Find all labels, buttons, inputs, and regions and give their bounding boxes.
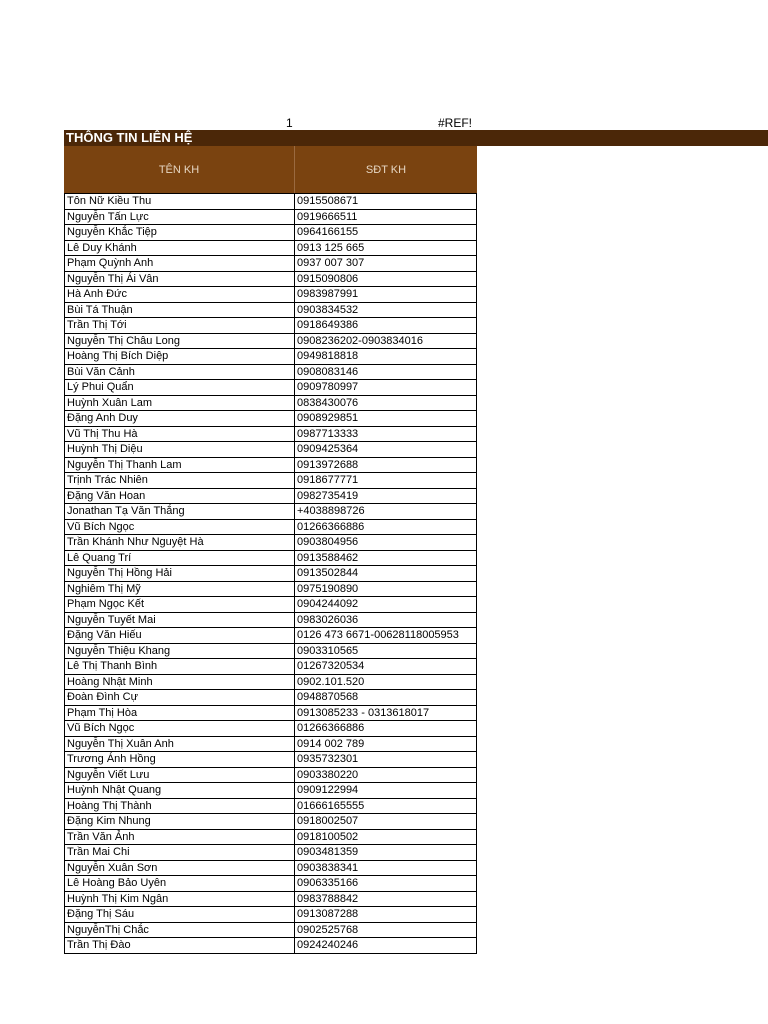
customer-phone-cell[interactable]: 0975190890	[297, 582, 359, 595]
table-row	[65, 783, 476, 799]
customer-phone-cell[interactable]: 0935732301	[297, 753, 359, 765]
table-row	[65, 768, 476, 784]
customer-name-cell[interactable]: NguyễnThị Chắc	[65, 923, 295, 938]
customer-name-cell[interactable]: Nghiêm Thị Mỹ	[65, 582, 295, 597]
table-row	[65, 659, 476, 675]
table-row	[65, 489, 476, 505]
customer-phone-cell[interactable]: 0915508671	[297, 195, 359, 207]
table-row	[65, 427, 476, 443]
customer-phone-cell[interactable]: 0903310565	[297, 644, 359, 657]
section-title: THÔNG TIN LIÊN HỆ	[66, 130, 193, 145]
customer-name-cell[interactable]: Huỳnh Nhật Quang	[65, 783, 295, 798]
table-row	[65, 876, 476, 892]
table-row	[65, 861, 476, 877]
table-row	[65, 396, 476, 412]
table-row	[65, 303, 476, 319]
table-row	[65, 194, 476, 210]
customer-name-cell[interactable]: Bùi Văn Cảnh	[65, 365, 295, 380]
customer-name-cell[interactable]: Huỳnh Thị Kim Ngân	[65, 892, 295, 907]
customer-name-cell[interactable]: Nguyễn Tấn Lực	[65, 210, 295, 225]
table-row	[65, 721, 476, 737]
customer-phone-cell[interactable]: 0913502844	[297, 567, 359, 579]
table-row	[65, 473, 476, 489]
customer-name-cell[interactable]: Lê Duy Khánh	[65, 241, 295, 256]
customer-name-cell[interactable]: Trịnh Trác Nhiên	[65, 473, 295, 488]
table-row	[65, 814, 476, 830]
customer-phone-cell[interactable]: 0903838341	[297, 861, 359, 874]
customer-phone-cell[interactable]: 0913588462	[297, 551, 359, 564]
table-row	[65, 706, 476, 722]
table-header-row	[64, 146, 477, 193]
customer-name-cell[interactable]: Trần Thị Đào	[65, 938, 295, 953]
customer-phone-cell[interactable]: 0913085233 - 0313618017	[297, 706, 430, 719]
table-row	[65, 535, 476, 551]
customer-phone-cell[interactable]: 0908236202-0903834016	[297, 334, 424, 347]
customer-phone-cell[interactable]: 0903834532	[297, 303, 359, 316]
customer-name-cell[interactable]: Đoàn Đình Cự	[65, 690, 295, 705]
table-row	[65, 799, 476, 815]
customer-name-cell[interactable]: Phạm Ngọc Kết	[65, 597, 295, 612]
customer-name-cell[interactable]: Huỳnh Thị Diệu	[65, 442, 295, 457]
customer-name-cell[interactable]: Bùi Tá Thuận	[65, 303, 295, 318]
customer-phone-cell[interactable]: 0918002507	[297, 815, 359, 827]
table-row	[65, 411, 476, 427]
table-row	[65, 737, 476, 753]
customer-name-cell[interactable]: Hoàng Thị Bích Diệp	[65, 349, 295, 364]
customer-name-cell[interactable]: Đặng Văn Hoan	[65, 489, 295, 504]
contact-table	[64, 146, 477, 954]
customer-phone-cell[interactable]: 0903380220	[297, 768, 359, 781]
customer-phone-cell[interactable]: 0987713333	[297, 427, 359, 440]
customer-phone-cell[interactable]: 0918649386	[297, 319, 359, 331]
customer-name-cell[interactable]: Trần Khánh Như Nguyệt Hà	[65, 535, 295, 550]
section-title-band	[64, 130, 768, 146]
customer-phone-cell[interactable]: 0937 007 307	[297, 257, 365, 269]
table-row	[65, 380, 476, 396]
customer-name-cell[interactable]: Vũ Thị Thu Hà	[65, 427, 295, 442]
customer-phone-cell[interactable]: 0983788842	[297, 892, 359, 905]
customer-name-cell[interactable]: Tôn Nữ Kiều Thu	[65, 194, 295, 209]
customer-phone-cell[interactable]: 0903804956	[297, 536, 359, 548]
table-row	[65, 442, 476, 458]
customer-phone-cell[interactable]: 0904244092	[297, 598, 359, 610]
customer-name-cell[interactable]: Nguyễn Thị Ái Vân	[65, 272, 295, 287]
customer-name-cell[interactable]: Nguyễn Viết Lưu	[65, 768, 295, 783]
customer-name-cell[interactable]: Lý Phui Quẩn	[65, 380, 295, 395]
table-row	[65, 225, 476, 241]
customer-phone-cell[interactable]: 0948870568	[297, 691, 359, 703]
table-row	[65, 752, 476, 768]
customer-name-cell[interactable]: Trần Văn Ảnh	[65, 830, 295, 845]
customer-phone-cell[interactable]: 0126 473 6671-00628118005953	[297, 629, 459, 641]
table-row	[65, 334, 476, 350]
customer-phone-cell[interactable]: 0918100502	[297, 830, 359, 843]
customer-name-cell[interactable]: Trần Mai Chi	[65, 845, 295, 860]
customer-name-cell[interactable]: Hoàng Thị Thành	[65, 799, 295, 814]
table-row	[65, 907, 476, 923]
customer-phone-cell[interactable]: 0913087288	[297, 908, 359, 920]
table-row	[65, 318, 476, 334]
customer-phone-cell[interactable]: +4038898726	[297, 505, 365, 517]
customer-phone-cell[interactable]: 0913972688	[297, 458, 359, 471]
customer-name-cell[interactable]: Phạm Quỳnh Anh	[65, 256, 295, 271]
table-body	[64, 193, 477, 954]
table-row	[65, 365, 476, 381]
table-row	[65, 923, 476, 939]
customer-phone-cell[interactable]: 01266366886	[297, 520, 365, 533]
customer-name-cell[interactable]: Hoàng Nhật Minh	[65, 675, 295, 690]
customer-name-cell[interactable]: Nguyễn Thị Châu Long	[65, 334, 295, 349]
customer-name-cell[interactable]: Nguyễn Xuân Sơn	[65, 861, 295, 876]
customer-name-cell[interactable]: Jonathan Tạ Văn Thắng	[65, 504, 295, 519]
table-row	[65, 551, 476, 567]
customer-phone-cell[interactable]: 0983026036	[297, 613, 359, 626]
table-row	[65, 210, 476, 226]
customer-name-cell[interactable]: Nguyễn Thị Hồng Hải	[65, 566, 295, 581]
customer-phone-cell[interactable]: 0914 002 789	[297, 737, 365, 750]
page-number: 1	[286, 116, 293, 130]
customer-phone-cell[interactable]: 01266366886	[297, 722, 365, 734]
column-header-name[interactable]: TÊN KH	[64, 146, 295, 193]
customer-phone-cell[interactable]: 01267320534	[297, 660, 365, 672]
customer-name-cell[interactable]: Đặng Kim Nhung	[65, 814, 295, 829]
table-row	[65, 830, 476, 846]
customer-name-cell[interactable]: Lê Hoàng Bảo Uyên	[65, 876, 295, 891]
table-row	[65, 938, 476, 954]
customer-phone-cell[interactable]: 0906335166	[297, 877, 359, 889]
table-row	[65, 582, 476, 598]
customer-phone-cell[interactable]: 0919666511	[297, 210, 358, 223]
customer-name-cell[interactable]: Lê Quang Trí	[65, 551, 295, 566]
table-row	[65, 520, 476, 536]
table-row	[65, 613, 476, 629]
table-row	[65, 504, 476, 520]
table-row	[65, 675, 476, 691]
customer-phone-cell[interactable]: 0902.101.520	[297, 675, 365, 688]
customer-name-cell[interactable]: Trần Thị Tới	[65, 318, 295, 333]
customer-phone-cell[interactable]: 0903481359	[297, 846, 359, 858]
table-row	[65, 845, 476, 861]
customer-name-cell[interactable]: Vũ Bích Ngọc	[65, 721, 295, 736]
customer-phone-cell[interactable]: 0838430076	[297, 396, 359, 409]
table-row	[65, 241, 476, 257]
customer-phone-cell[interactable]: 0909425364	[297, 443, 359, 455]
customer-phone-cell[interactable]: 0949818818	[297, 350, 359, 362]
customer-name-cell[interactable]: Nguyễn Thị Thanh Lam	[65, 458, 295, 473]
customer-phone-cell[interactable]: 0924240246	[297, 939, 359, 951]
table-row	[65, 272, 476, 288]
customer-phone-cell[interactable]: 0909122994	[297, 784, 359, 796]
customer-name-cell[interactable]: Đặng Văn Hiếu	[65, 628, 295, 643]
customer-name-cell[interactable]: Trương Ánh Hồng	[65, 752, 295, 767]
customer-phone-cell[interactable]: 0915090806	[297, 272, 359, 285]
table-row	[65, 628, 476, 644]
table-row	[65, 597, 476, 613]
customer-phone-cell[interactable]: 0909780997	[297, 381, 359, 393]
table-row	[65, 566, 476, 582]
customer-phone-cell[interactable]: 0964166155	[297, 226, 359, 238]
customer-phone-cell[interactable]: 0983987991	[297, 288, 359, 300]
customer-name-cell[interactable]: Huỳnh Xuân Lam	[65, 396, 295, 411]
customer-phone-cell[interactable]: 0913 125 665	[297, 241, 365, 254]
customer-phone-cell[interactable]: 0918677771	[297, 474, 359, 486]
customer-phone-cell[interactable]: 0902525768	[297, 923, 359, 936]
customer-name-cell[interactable]: Nguyễn Khắc Tiệp	[65, 225, 295, 240]
table-row	[65, 349, 476, 365]
customer-phone-cell[interactable]: 0908083146	[297, 365, 359, 378]
ref-error-cell[interactable]: #REF!	[438, 116, 473, 130]
table-row	[65, 644, 476, 660]
customer-name-cell[interactable]: Hà Anh Đức	[65, 287, 295, 302]
customer-phone-cell[interactable]: 0982735419	[297, 489, 359, 502]
customer-name-cell[interactable]: Nguyễn Thiệu Khang	[65, 644, 295, 659]
table-row	[65, 458, 476, 474]
table-row	[65, 287, 476, 303]
customer-phone-cell[interactable]: 0908929851	[297, 412, 359, 424]
customer-name-cell[interactable]: Đặng Anh Duy	[65, 411, 295, 426]
column-header-phone[interactable]: SĐT KH	[365, 163, 407, 176]
customer-name-cell[interactable]: Nguyễn Thị Xuân Anh	[65, 737, 295, 752]
customer-name-cell[interactable]: Phạm Thị Hòa	[65, 706, 295, 721]
table-row	[65, 690, 476, 706]
table-row	[65, 256, 476, 272]
customer-name-cell[interactable]: Đặng Thị Sáu	[65, 907, 295, 922]
customer-name-cell[interactable]: Lê Thị Thanh Bình	[65, 659, 295, 674]
table-row	[65, 892, 476, 908]
customer-phone-cell[interactable]: 01666165555	[297, 799, 365, 812]
customer-name-cell[interactable]: Nguyễn Tuyết Mai	[65, 613, 295, 628]
customer-name-cell[interactable]: Vũ Bích Ngọc	[65, 520, 295, 535]
